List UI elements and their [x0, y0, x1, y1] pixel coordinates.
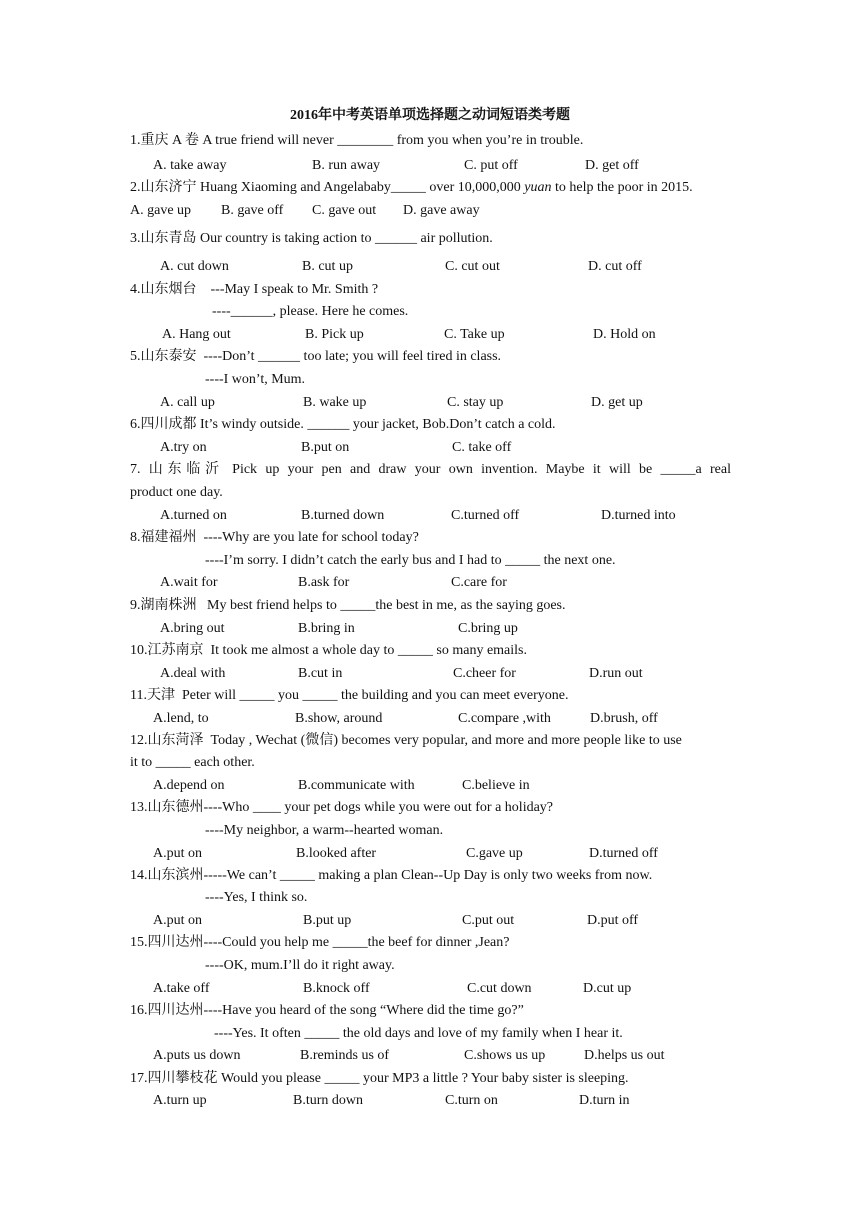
- question-12-option-a: A.depend on: [153, 778, 225, 793]
- question-4-dialog-2: ----______, please. Here he comes.: [212, 304, 409, 319]
- question-5-stem: 5.山东泰安 ----Don’t ______ too late; you will feel tired in class.: [130, 349, 502, 364]
- question-12-stem-line-2: it to _____ each other.: [130, 755, 255, 770]
- question-11-option-d: D.brush, off: [590, 711, 658, 726]
- question-4-stem: 4.山东烟台 ---May I speak to Mr. Smith ?: [130, 282, 379, 297]
- question-10-option-c: C.cheer for: [453, 666, 516, 681]
- question-13-option-b: B.looked after: [296, 846, 377, 861]
- question-7-option-a: A.turned on: [160, 508, 227, 523]
- question-17-stem: 17.四川攀枝花 Would you please _____ your MP3 a little ? Your baby sister is sleeping.: [130, 1071, 629, 1086]
- question-8-dialog-2: ----I’m sorry. I didn’t catch the early bus and I had to _____ the next one.: [205, 553, 616, 568]
- question-15-stem: 15.四川达州----Could you help me _____the beef for dinner ,Jean?: [130, 935, 510, 950]
- question-2-stem-part2: to help the poor in 2015.: [551, 180, 693, 195]
- question-15-option-b: B.knock off: [303, 981, 370, 996]
- question-11-option-a: A.lend, to: [153, 711, 209, 726]
- question-8-option-b: B.ask for: [298, 575, 350, 590]
- question-6-option-c: C. take off: [452, 440, 512, 455]
- question-17-option-b: B.turn down: [293, 1093, 363, 1108]
- question-5-option-c: C. stay up: [447, 395, 504, 410]
- question-16-option-c: C.shows us up: [464, 1048, 546, 1063]
- question-2-stem-italic: yuan: [524, 180, 552, 195]
- question-3-option-a: A. cut down: [160, 259, 229, 274]
- question-11-stem: 11.天津 Peter will _____ you _____ the building and you can meet everyone.: [130, 688, 569, 703]
- question-9-option-c: C.bring up: [458, 621, 518, 636]
- question-7-stem-line-2: product one day.: [130, 485, 223, 500]
- question-4-option-c: C. Take up: [444, 327, 505, 342]
- question-16-stem: 16.四川达州----Have you heard of the song “Where did the time go?”: [130, 1003, 524, 1018]
- question-6-stem: 6.四川成都 It’s windy outside. ______ your jacket, Bob.Don’t catch a cold.: [130, 417, 556, 432]
- question-8-option-a: A.wait for: [160, 575, 218, 590]
- question-6-option-b: B.put on: [301, 440, 350, 455]
- question-7-option-c: C.turned off: [451, 508, 520, 523]
- question-3-stem: 3.山东青岛 Our country is taking action to ______ air pollution.: [130, 231, 493, 246]
- question-1-option-a: A. take away: [153, 158, 227, 173]
- question-14-option-b: B.put up: [303, 913, 352, 928]
- question-10-option-a: A.deal with: [160, 666, 226, 681]
- question-14-dialog-2: ----Yes, I think so.: [205, 890, 308, 905]
- question-10-stem: 10.江苏南京 It took me almost a whole day to _____ so many emails.: [130, 643, 528, 658]
- question-16-option-b: B.reminds us of: [300, 1048, 390, 1063]
- question-2-option-d: D. gave away: [403, 203, 480, 218]
- question-1-option-c: C. put off: [464, 158, 518, 173]
- question-5-option-b: B. wake up: [303, 395, 367, 410]
- question-9-option-a: A.bring out: [160, 621, 225, 636]
- question-4-option-a: A. Hang out: [162, 327, 231, 342]
- question-13-option-a: A.put on: [153, 846, 202, 861]
- question-8-stem: 8.福建福州 ----Why are you late for school today?: [130, 530, 419, 545]
- question-16-option-a: A.puts us down: [153, 1048, 241, 1063]
- question-13-option-d: D.turned off: [589, 846, 658, 861]
- question-4-option-d: D. Hold on: [593, 327, 656, 342]
- question-2-option-b: B. gave off: [221, 203, 284, 218]
- question-12-option-c: C.believe in: [462, 778, 530, 793]
- question-11-option-c: C.compare ,with: [458, 711, 551, 726]
- question-15-option-a: A.take off: [153, 981, 210, 996]
- question-4-option-b: B. Pick up: [305, 327, 364, 342]
- question-2-stem: [130, 179, 693, 197]
- question-5-option-d: D. get up: [591, 395, 643, 410]
- question-9-stem: 9.湖南株洲 My best friend helps to _____the best in me, as the saying goes.: [130, 598, 566, 613]
- question-15-dialog-2: ----OK, mum.I’ll do it right away.: [205, 958, 395, 973]
- question-17-option-a: A.turn up: [153, 1093, 207, 1108]
- question-3-option-d: D. cut off: [588, 259, 642, 274]
- question-7-stem: 7. 山东临沂 Pick up your pen and draw your own invention. Maybe it will be _____a real: [130, 462, 731, 477]
- question-1-stem: 1.重庆 A 卷 A true friend will never ________ from you when you’re in trouble.: [130, 133, 584, 148]
- question-1-option-b: B. run away: [312, 158, 381, 173]
- question-15-option-d: D.cut up: [583, 981, 632, 996]
- question-9-option-b: B.bring in: [298, 621, 355, 636]
- question-13-option-c: C.gave up: [466, 846, 523, 861]
- question-10-option-d: D.run out: [589, 666, 643, 681]
- question-16-dialog-2: ----Yes. It often _____ the old days and love of my family when I hear it.: [214, 1026, 623, 1041]
- question-12-stem: 12.山东菏泽 Today , Wechat (微信) becomes very popular, and more and more people like to use: [130, 733, 682, 748]
- question-3-option-b: B. cut up: [302, 259, 353, 274]
- question-14-option-d: D.put off: [587, 913, 639, 928]
- question-11-option-b: B.show, around: [295, 711, 383, 726]
- question-7-option-d: D.turned into: [601, 508, 676, 523]
- question-15-option-c: C.cut down: [467, 981, 532, 996]
- question-3-option-c: C. cut out: [445, 259, 500, 274]
- question-10-option-b: B.cut in: [298, 666, 343, 681]
- question-2-option-c: C. gave out: [312, 203, 377, 218]
- question-17-option-d: D.turn in: [579, 1093, 630, 1108]
- question-14-stem: 14.山东滨州-----We can’t _____ making a plan Clean--Up Day is only two weeks from now.: [130, 868, 653, 883]
- question-2-stem-part1: 2.山东济宁 Huang Xiaoming and Angelababy_____ over 10,000,000: [130, 180, 525, 195]
- question-16-option-d: D.helps us out: [584, 1048, 665, 1063]
- question-5-option-a: A. call up: [160, 395, 215, 410]
- question-14-option-c: C.put out: [462, 913, 515, 928]
- question-5-dialog-2: ----I won’t, Mum.: [205, 372, 306, 387]
- question-8-option-c: C.care for: [451, 575, 507, 590]
- question-14-option-a: A.put on: [153, 913, 202, 928]
- question-12-option-b: B.communicate with: [298, 778, 415, 793]
- question-13-dialog-2: ----My neighbor, a warm--hearted woman.: [205, 823, 444, 838]
- question-6-option-a: A.try on: [160, 440, 207, 455]
- question-17-option-c: C.turn on: [445, 1093, 498, 1108]
- question-7-option-b: B.turned down: [301, 508, 385, 523]
- page-title: 2016年中考英语单项选择题之动词短语类考题: [290, 108, 570, 123]
- question-13-stem: 13.山东德州----Who ____ your pet dogs while you were out for a holiday?: [130, 800, 554, 815]
- question-1-option-d: D. get off: [585, 158, 639, 173]
- question-2-option-a: A. gave up: [130, 203, 192, 218]
